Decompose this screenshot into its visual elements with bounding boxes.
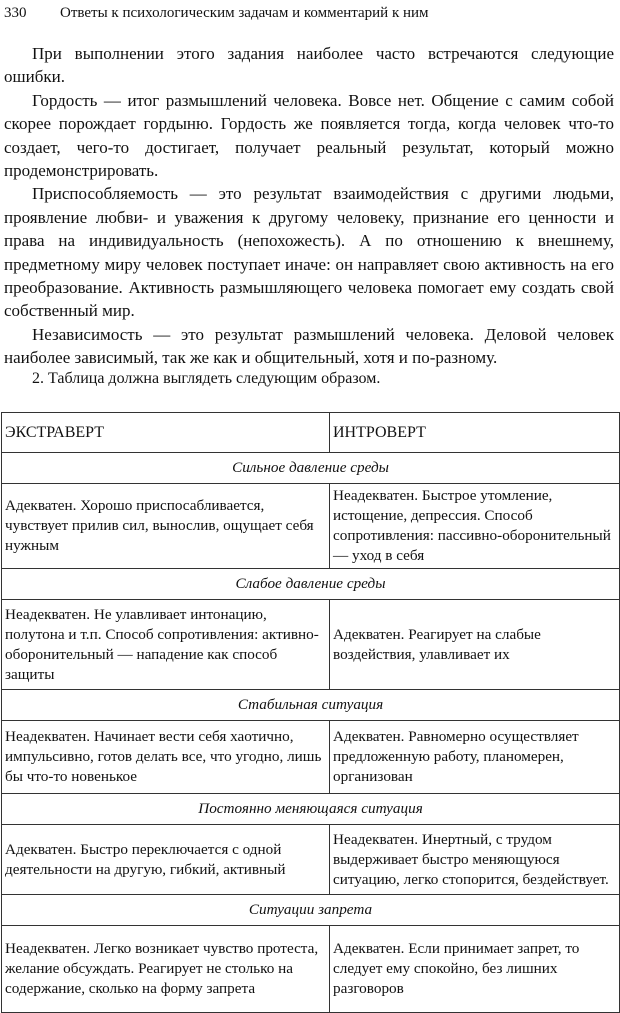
- body-text: [4, 42, 614, 370]
- paragraph: Гордость — итог размышлений человека. Вовсе нет. Общение с самим собой скорее порождает гордыню. Гордость же появляется тогда, когда человек что-то создает, чего-то достигает, получает реальный результат, который можно продемонстрировать.: [4, 90, 614, 181]
- section-row: [2, 895, 620, 926]
- section-title: Стабильная ситуация: [2, 690, 620, 721]
- running-title: Ответы к психологическим задачам и комментарий к ним: [60, 5, 429, 21]
- table-row: [2, 825, 620, 895]
- extravert-cell: Неадекватен. Начинает вести себя хаотично, импульсивно, готов делать все, что угодно, лишь бы что-то новенькое: [2, 721, 330, 794]
- table-row: [2, 721, 620, 794]
- extravert-cell: Адекватен. Быстро переключается с одной деятельности на другую, гибкий, активный: [2, 825, 330, 895]
- extravert-cell: Неадекватен. Не улавливает интонацию, полутона и т.п. Способ сопротивления: активно-оборонительный — нападение как способ защиты: [2, 600, 330, 690]
- table-row: [2, 484, 620, 569]
- column-header-extravert: ЭКСТРАВЕРТ: [2, 413, 330, 453]
- paragraph: При выполнении этого задания наиболее часто встречаются следующие ошибки.: [4, 44, 614, 87]
- table-row: [2, 600, 620, 690]
- extravert-cell: Адекватен. Хорошо приспосабливается, чувствует прилив сил, вынослив, ощущает себя нужным: [2, 484, 330, 569]
- section-title: Сильное давление среды: [2, 453, 620, 484]
- paragraph: Приспособляемость — это результат взаимодействия с другими людьми, проявление любви- и уважения к другому человеку, признание его ценности и права на индивидуальность (непохожесть). А по отношению к внешнему, предметному миру человек поступает иначе: он направляет свою активность на его преобразование. Активность размышляющего человека помогает ему создать свой собственный мир.: [4, 184, 614, 321]
- section-row: [2, 794, 620, 825]
- section-title: Слабое давление среды: [2, 569, 620, 600]
- table-intro: 2. Таблица должна выглядеть следующим образом.: [32, 370, 381, 387]
- extravert-cell: Неадекватен. Легко возникает чувство протеста, желание обсуждать. Реагирует не столько на содержание, сколько на форму запрета: [2, 926, 330, 1013]
- page-header: [4, 3, 616, 23]
- introvert-cell: Неадекватен. Инертный, с трудом выдерживает быстро меняющуюся ситуацию, легко стопорится, бездействует.: [330, 825, 620, 895]
- introvert-cell: Неадекватен. Быстрое утомление, истощение, депрессия. Способ сопротивления: пассивно-оборонительный — уход в себя: [330, 484, 620, 569]
- page-number: 330: [4, 5, 27, 21]
- section-row: [2, 690, 620, 721]
- column-header-introvert: ИНТРОВЕРТ: [330, 413, 620, 453]
- section-row: [2, 569, 620, 600]
- introvert-cell: Адекватен. Реагирует на слабые воздействия, улавливает их: [330, 600, 620, 690]
- paragraph: Независимость — это результат размышлений человека. Деловой человек наиболее зависимый, так же как и общительный, хотя и по-разному.: [4, 324, 614, 368]
- section-title: Ситуации запрета: [2, 895, 620, 926]
- comparison-table: [1, 412, 620, 1013]
- section-row: [2, 453, 620, 484]
- introvert-cell: Адекватен. Равномерно осуществляет предложенную работу, планомерен, организован: [330, 721, 620, 794]
- introvert-cell: Адекватен. Если принимает запрет, то следует ему спокойно, без лишних разговоров: [330, 926, 620, 1013]
- table-header-row: [2, 413, 620, 453]
- section-title: Постоянно меняющаяся ситуация: [2, 794, 620, 825]
- table-row: [2, 926, 620, 1013]
